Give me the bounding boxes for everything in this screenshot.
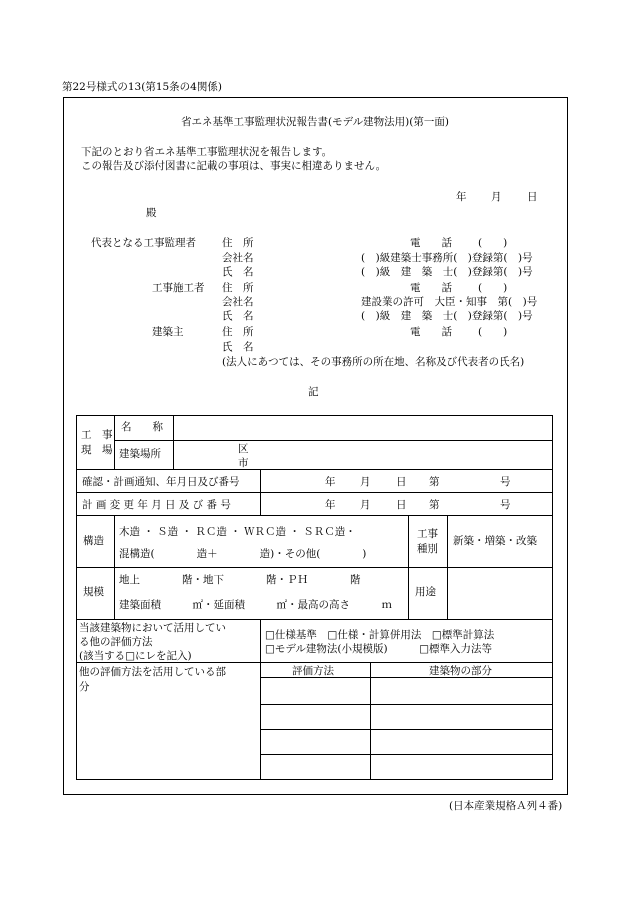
form-number: 第22号様式の13(第15条の4関係) (62, 81, 222, 93)
intro-line-1: 下記のとおり省エネ基準工事監理状況を報告します。 (81, 146, 333, 158)
confirm-day: 日 (396, 476, 407, 488)
owner-label: 建築主 (152, 326, 184, 338)
confirm-month: 月 (360, 476, 371, 488)
date-day: 日 (527, 191, 538, 203)
work-type-label-1: 工事 (417, 528, 438, 540)
contractor-address: 住 所 (222, 282, 254, 294)
work-type-label-2: 種別 (417, 543, 438, 555)
supervisor-phone-paren: ( ) (478, 237, 508, 249)
owner-note: (法人にあつては、その事務所の所在地、名称及び代表者の氏名) (222, 356, 525, 368)
supervisor-address: 住 所 (222, 237, 254, 249)
owner-name: 氏 名 (222, 341, 254, 353)
supervisor-name: 氏 名 (222, 266, 254, 278)
structure-line-1: 木造 ・ Ｓ造 ・ ＲＣ造 ・ ＷＲＣ造 ・ ＳＲＣ造・ (119, 526, 356, 538)
structure-label: 構造 (83, 535, 104, 547)
scale-label: 規模 (83, 586, 104, 598)
supervisor-architect-reg: ( )級 建 築 士( )登録第( )号 (361, 266, 533, 278)
change-label: 計 画 変 更 年 月 日 及 び 番 号 (82, 499, 231, 511)
footer-note: (日本産業規格Ａ列４番) (449, 800, 563, 812)
supervisor-label: 代表となる工事監理者 (91, 237, 196, 249)
col-part-header: 建築物の部分 (429, 665, 492, 677)
change-day: 日 (396, 499, 407, 511)
owner-phone-paren: ( ) (478, 326, 508, 338)
structure-line-2: 混構造( 造＋ 造)・その他( ) (119, 548, 367, 560)
change-month: 月 (360, 499, 371, 511)
confirm-label: 確認・計画通知、年月日及び番号 (82, 476, 240, 488)
contractor-permit: 建設業の許可 大臣・知事 第( )号 (361, 296, 538, 308)
ki-heading: 記 (308, 386, 319, 398)
site-label-2: 現 場 (81, 444, 113, 456)
method-label-2: る他の評価方法 (79, 636, 153, 648)
site-location-label: 建築場所 (119, 448, 161, 460)
contractor-architect-reg: ( )級 建 築 士( )登録第( )号 (361, 310, 533, 322)
contractor-phone: 電 話 (410, 282, 452, 294)
owner-address: 住 所 (222, 326, 254, 338)
contractor-phone-paren: ( ) (478, 282, 508, 294)
site-ku: 区 (238, 443, 249, 455)
addressee: 殿 (146, 207, 157, 219)
other-label-2: 分 (79, 681, 90, 693)
methods-checkboxes-row-2[interactable]: □モデル建物法(小規模版) □標準入力法等 (265, 643, 493, 655)
confirm-year: 年 (325, 476, 336, 488)
owner-phone: 電 話 (410, 326, 452, 338)
contractor-company: 会社名 (222, 296, 254, 308)
contractor-label: 工事施工者 (152, 282, 205, 294)
confirm-go: 号 (500, 476, 511, 488)
use-label: 用途 (415, 586, 436, 598)
date-month: 月 (491, 191, 502, 203)
other-label-1: 他の評価方法を活用している部 (79, 666, 226, 678)
site-name-label: 名 称 (121, 421, 163, 433)
change-go: 号 (500, 499, 511, 511)
col-method-header: 評価方法 (292, 665, 334, 677)
supervisor-company: 会社名 (222, 252, 254, 264)
supervisor-office-reg: ( )級建築士事務所( )登録第( )号 (361, 252, 533, 264)
change-dai: 第 (429, 499, 440, 511)
scale-line-2: 建築面積 ㎡・延面積 ㎡・最高の高さ ｍ (119, 599, 392, 611)
work-type-value: 新築・増築・改築 (453, 535, 537, 547)
method-label-1: 当該建築物において活用してい (79, 622, 226, 634)
site-shi: 市 (238, 457, 249, 469)
confirm-dai: 第 (429, 476, 440, 488)
change-year: 年 (325, 499, 336, 511)
intro-line-2: この報告及び添付図書に記載の事項は、事実に相違ありません。 (81, 160, 387, 172)
form-title: 省エネ基準工事監理状況報告書(モデル建物法用)(第一面) (181, 116, 449, 128)
date-year: 年 (456, 191, 467, 203)
site-label-1: 工 事 (81, 429, 113, 441)
method-label-3: (該当する□にレを記入) (79, 650, 192, 662)
methods-checkboxes-row-1[interactable]: □仕様基準 □仕様・計算併用法 □標準計算法 (265, 629, 495, 641)
contractor-name: 氏 名 (222, 310, 254, 322)
supervisor-phone: 電 話 (410, 237, 452, 249)
scale-line-1: 地上 階・地下 階・ＰＨ 階 (119, 574, 361, 586)
